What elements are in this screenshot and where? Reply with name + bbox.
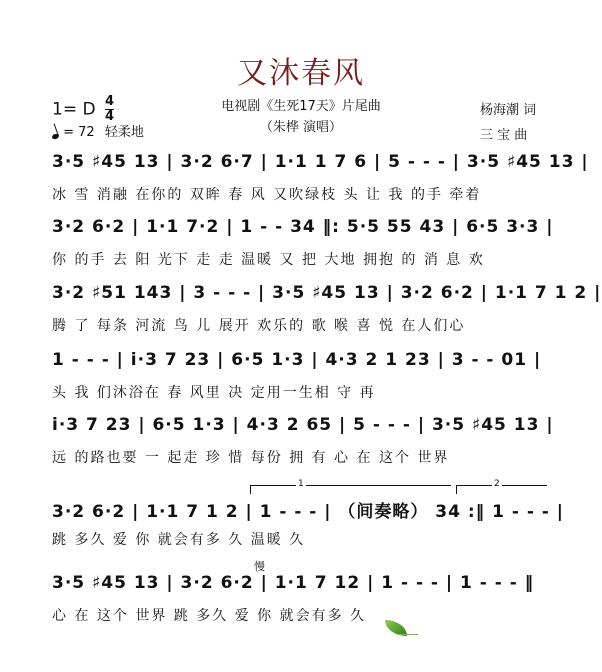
- time-sig-bottom: 4: [104, 109, 115, 124]
- notes: 3·2 ♯51 143 | 3 - - - | 3·5 ♯45 13 | 3·2 6·2 | 1·1 7 1 2 |: [52, 283, 602, 303]
- singer: （朱桦 演唱）: [259, 120, 343, 135]
- volta-bracket-1: [250, 479, 451, 494]
- credits: [480, 98, 536, 148]
- lyrics: 冰 雪 消融 在你的 双眸 春 风 又吹绿枝 头 让 我 的手 牵着: [52, 187, 482, 203]
- lyrics: 头 我 们沐浴在 春 风里 决 定用一生相 守 再: [52, 385, 376, 401]
- volta-bracket-2: [456, 479, 547, 494]
- lyrics: 你 的手 去 阳 光下 走 走 温暖 又 把 大地 拥抱 的 消 息 欢: [52, 252, 485, 268]
- notes: 3·2 6·2 | 1·1 7·2 | 1 - - 34 ‖: 5·5 55 43 | 6·5 3·3 |: [52, 217, 554, 237]
- lyrics: 腾 了 每条 河流 鸟 儿 展开 欢乐的 歌 喉 喜 悦 在人们心: [52, 318, 466, 334]
- lyrics: 远 的路也要 一 起走 珍 惜 每份 拥 有 心 在 这个 世界: [52, 450, 450, 466]
- slow-marking: 慢: [254, 560, 265, 573]
- composer: 三 宝 曲: [480, 128, 528, 143]
- notes: 3·2 6·2 | 1·1 7 1 2 | 1 - - - | （间奏略） 34 :‖ 1 - - - |: [52, 502, 564, 522]
- song-title: 又沐春风: [237, 56, 365, 91]
- volta-2-label: 2: [494, 479, 500, 489]
- key-label: 1= D: [52, 99, 96, 120]
- volta-1-label: 1: [298, 479, 304, 489]
- lyrics: 心 在 这个 世界 跳 多久 爱 你 就会有多 久: [52, 608, 367, 624]
- subtitle: 电视剧《生死17天》片尾曲: [221, 99, 381, 114]
- notes: 1 - - - | i·3 7 23 | 6·5 1·3 | 4·3 2 1 23 | 3 - - 01 |: [52, 350, 542, 370]
- tempo-value: = 72: [63, 125, 95, 140]
- time-sig-top: 4: [104, 94, 115, 109]
- leaf-stem-decoration: [398, 634, 418, 635]
- expression-marking: 轻柔地: [104, 125, 144, 140]
- lyricist: 杨海潮 词: [480, 103, 537, 118]
- notes: i·3 7 23 | 6·5 1·3 | 4·3 2 65 | 5 - - - | 3·5 ♯45 13 |: [52, 415, 554, 435]
- lyrics: 跳 多久 爱 你 就会有多 久 温暖 久: [52, 532, 306, 548]
- notes: 3·5 ♯45 13 | 3·2 6·7 | 1·1 1 7 6 | 5 - - - | 3·5 ♯45 13 |: [52, 152, 589, 172]
- notes: 3·5 ♯45 13 | 3·2 6·2 | 1·1 7 12 | 1 - - - | 1 - - - ‖: [52, 573, 535, 593]
